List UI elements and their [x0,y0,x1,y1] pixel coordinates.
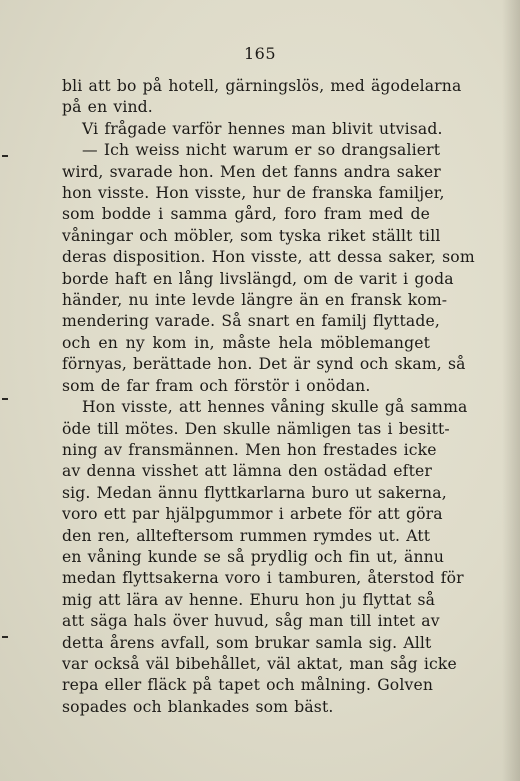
text-line: på en vind. [62,98,153,117]
text-line: ning av fransmännen. Men hon frestades icke [62,440,437,459]
text-line: wird, svarade hon. Men det fanns andra saker [62,162,441,181]
text-line: öde till mötes. Den skulle nämligen tas i besitt- [62,419,450,438]
text-line: Vi frågade varför hennes man blivit utvisad. [82,119,443,138]
text-line: var också väl bibehållet, väl aktat, man såg icke [62,654,457,673]
text-line: sig. Medan ännu flyttkarlarna buro ut sakerna, [62,483,447,502]
text-line: och en ny kom in, måste hela möblemanget [62,333,430,352]
text-line: mig att lära av henne. Ehuru hon ju flyttat så [62,590,436,609]
page-number: 165 [243,44,277,63]
text-line: mendering varade. Så snart en familj flyttade, [62,312,440,331]
text-line: den ren, allteftersom rummen rymdes ut. Att [62,526,431,545]
text-line: hon visste. Hon visste, hur de franska familjer, [62,184,445,203]
text-line: att säga hals över huvud, såg man till intet av [62,612,440,631]
body-text [62,76,475,718]
text-line: som bodde i samma gård, foro fram med de [62,205,430,224]
text-line: Hon visste, att hennes våning skulle gå samma [82,398,468,417]
margin-mark [2,155,8,157]
text-line: detta årens avfall, som brukar samla sig. Allt [62,633,432,652]
text-line: repa eller fläck på tapet och målning. Golven [62,676,434,695]
text-line: förnyas, berättade hon. Det är synd och skam, så [62,355,466,374]
text-line: medan flyttsakerna voro i tamburen, återstod för [62,569,464,588]
text-line: borde haft en lång livslängd, om de varit i goda [62,269,454,288]
text-line: bli att bo på hotell, gärningslös, med ägodelarna [62,77,462,95]
text-line: en våning kunde se så prydlig och fin ut, ännu [62,547,445,566]
page-edge-shadow [502,0,520,781]
text-line: händer, nu inte levde längre än en fransk kom- [62,291,448,310]
text-line: som de far fram och förstör i onödan. [62,376,371,395]
margin-mark [2,398,8,400]
text-line: våningar och möbler, som tyska riket ställt till [62,226,441,245]
text-line: deras disposition. Hon visste, att dessa saker, som [62,248,475,267]
margin-mark [2,636,8,638]
text-line: — Ich weiss nicht warum er so drangsaliert [82,141,441,160]
text-line: voro ett par hjälpgummor i arbete för att göra [62,505,443,524]
text-line: av denna visshet att lämna den ostädad efter [62,462,432,481]
text-line: sopades och blankades som bäst. [62,697,334,716]
